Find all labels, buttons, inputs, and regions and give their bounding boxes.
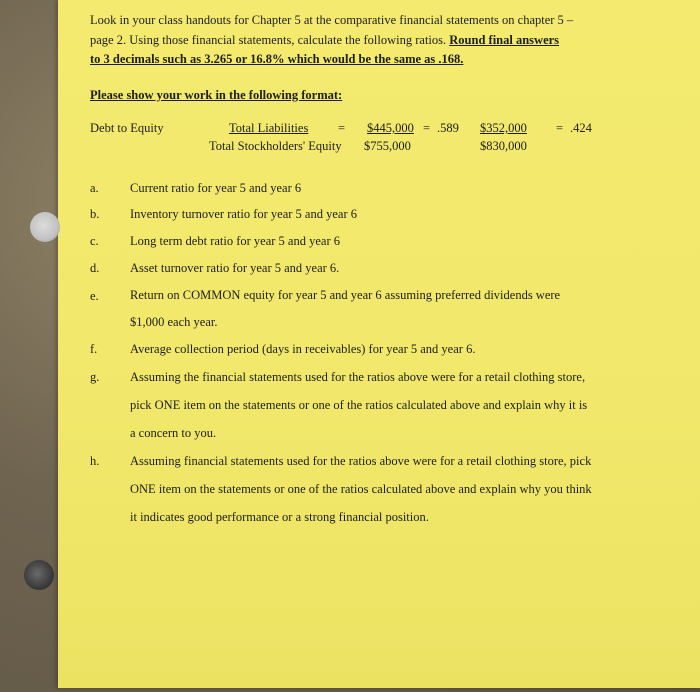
example-y6-numerator: $352,000	[480, 121, 527, 135]
item-c-letter: c.	[90, 234, 99, 248]
example-equals-2: =	[423, 121, 431, 135]
item-h-text-line-1: Assuming financial statements used for the ratios above were for a retail clothing store, pick	[130, 454, 592, 468]
example-y6-denominator: $830,000	[480, 139, 527, 153]
item-h-text-line-2: ONE item on the statements or one of the ratios calculated above and explain why you think	[130, 482, 592, 496]
intro-rounding-instruction: Round final answers	[449, 33, 560, 47]
intro-line-3: to 3 decimals such as 3.265 or 16.8% which would be the same as .168.	[90, 52, 464, 66]
item-f-text: Average collection period (days in receivables) for year 5 and year 6.	[130, 342, 476, 356]
example-denominator-label: Total Stockholders' Equity	[209, 139, 342, 153]
punch-hole-bottom	[24, 560, 54, 590]
intro-line-2-text: page 2. Using those financial statements, calculate the following ratios.	[90, 33, 450, 47]
item-a-text: Current ratio for year 5 and year 6	[130, 181, 302, 195]
item-e-text-line-2: $1,000 each year.	[130, 315, 218, 329]
example-y5-numerator: $445,000	[367, 121, 414, 135]
item-b-letter: b.	[90, 207, 100, 221]
item-h-text-line-3: it indicates good performance or a strong financial position.	[130, 510, 429, 524]
example-y5-denominator: $755,000	[364, 139, 411, 153]
item-g-letter: g.	[90, 370, 100, 384]
intro-line-2	[90, 32, 559, 48]
example-label: Debt to Equity	[90, 121, 164, 135]
intro-line-1: Look in your class handouts for Chapter 5 at the comparative financial statements on chapter 5 –	[90, 13, 574, 27]
item-f-letter: f.	[90, 342, 98, 356]
item-d-text: Asset turnover ratio for year 5 and year 6.	[130, 261, 340, 275]
item-d-letter: d.	[90, 261, 100, 275]
example-y6-result: .424	[570, 121, 592, 135]
item-b-text: Inventory turnover ratio for year 5 and year 6	[130, 207, 357, 221]
item-a-letter: a.	[90, 181, 99, 195]
item-g-text-line-2: pick ONE item on the statements or one of the ratios calculated above and explain why it is	[130, 398, 588, 412]
example-y5-result: .589	[437, 121, 459, 135]
format-heading: Please show your work in the following format:	[90, 88, 343, 102]
example-equals-3: =	[556, 121, 564, 135]
item-e-letter: e.	[90, 289, 99, 303]
example-equals-1: =	[338, 121, 346, 135]
item-h-letter: h.	[90, 454, 100, 468]
item-g-text-line-1: Assuming the financial statements used for the ratios above were for a retail clothing store,	[130, 370, 586, 384]
example-numerator-label: Total Liabilities	[229, 121, 309, 135]
item-e-text-line-1: Return on COMMON equity for year 5 and year 6 assuming preferred dividends were	[130, 288, 561, 302]
punch-hole-top	[30, 212, 60, 242]
item-g-text-line-3: a concern to you.	[130, 426, 217, 440]
item-c-text: Long term debt ratio for year 5 and year 6	[130, 234, 340, 248]
